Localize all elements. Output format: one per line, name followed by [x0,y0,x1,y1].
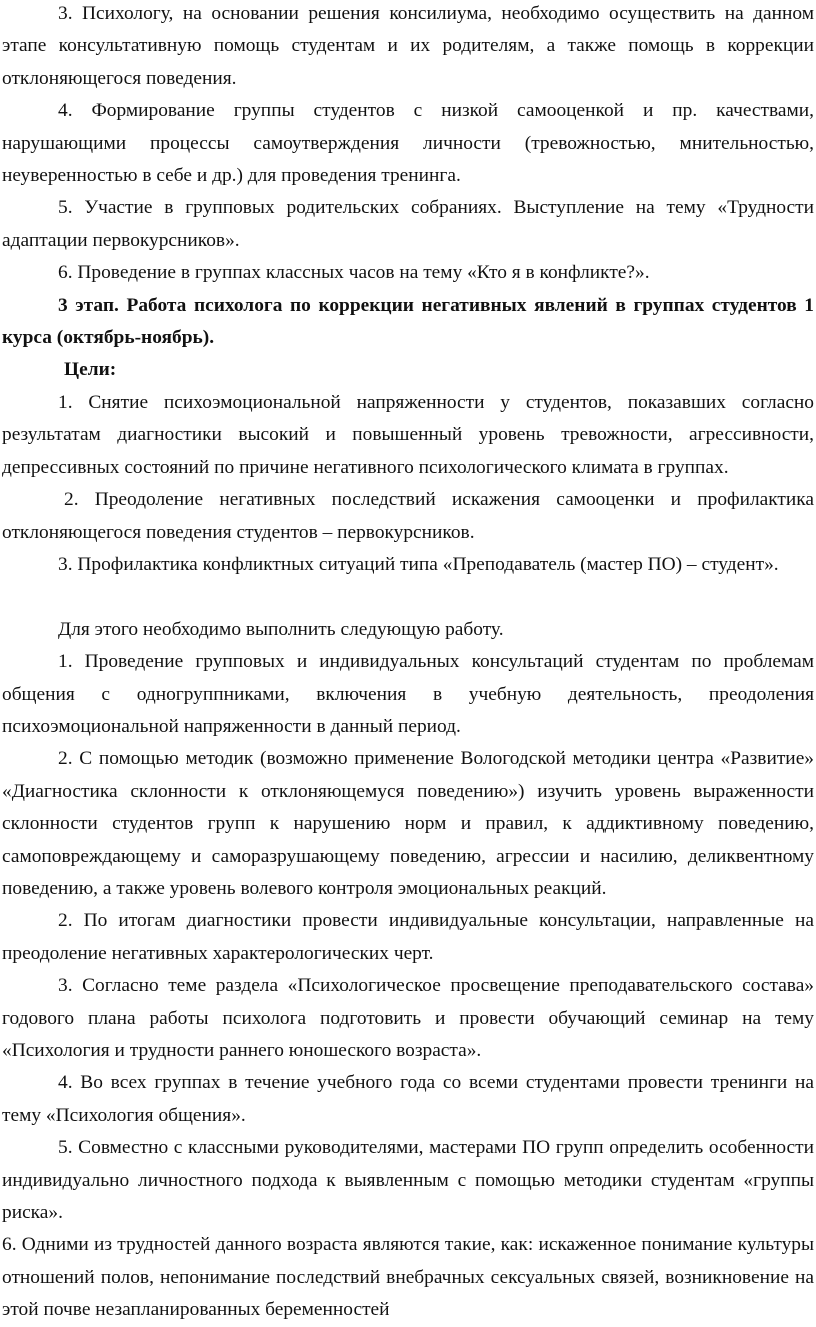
blank-line [2,581,814,613]
paragraph-class-hours: 6. Проведение в группах классных часов на тему «Кто я в конфликте?». [58,262,650,284]
work-item-2-methods: 2. С помощью методик (возможно применение Вологодской методики центра «Развитие» «Диагностика склонности к отклоняющемуся поведению») изучить уровень выраженности склонности студентов групп к нарушению норм и правил, к аддиктивному поведению, самоповреждающему и саморазрушающему поведению, агрессии и насилию, деликвентному поведению, а также уровень волевого контроля эмоциональных реакций. [2,748,814,899]
goal-2: 2. Преодоление негативных последствий искажения самооценки и профилактика отклоняющегося поведения студентов – первокурсников. [2,489,814,543]
work-intro: Для этого необходимо выполнить следующую работу. [58,618,504,640]
work-item-1: 1. Проведение групповых и индивидуальных консультаций студентам по проблемам общения с одногруппниками, включения в учебную деятельность, преодоления психоэмоциональной напряженности в данный период. [2,651,814,737]
work-item-5: 5. Совместно с классными руководителями, мастерами ПО групп определить особенности индивидуально личностного подхода к выявленным с помощью методики студентам «группы риска». [2,1137,814,1224]
stage-3-heading: 3 этап. Работа психолога по коррекции негативных явлений в группах студентов 1 курса (октябрь-ноябрь). [2,294,814,349]
paragraph-training-group: 4. Формирование группы студентов с низкой самооценкой и пр. качествами, нарушающими процессы самоутверждения личности (тревожностью, мнительностью, неуверенностью в себе и др.) для проведения тренинга. [2,100,814,187]
paragraph-consultation: 3. Психологу, на основании решения консилиума, необходимо осуществить на данном этапе консультативную помощь студентам и их родителям, а также помощь в коррекции отклоняющегося поведения. [2,3,814,89]
work-item-6: 6. Одними из трудностей данного возраста являются такие, как: искаженное понимание культуры отношений полов, непонимание последствий внебрачных сексуальных связей, возникновение на этой почве незапланированных беременностей [2,1234,814,1321]
goals-heading: Цели: [64,359,117,381]
work-item-3: 3. Согласно теме раздела «Психологическое просвещение преподавательского состава» годового плана работы психолога подготовить и провести обучающий семинар на тему «Психология и трудности раннего юношеского возраста». [2,975,814,1061]
goal-3: 3. Профилактика конфликтных ситуаций типа «Преподаватель (мастер ПО) – студент». [58,553,779,575]
paragraph-parent-meetings: 5. Участие в групповых родительских собраниях. Выступление на тему «Трудности адаптации первокурсников». [2,197,814,251]
goal-1: 1. Снятие психоэмоциональной напряженности у студентов, показавших согласно результатам диагностики высокий и повышенный уровень тревожности, агрессивности, депрессивных состояний по причине негативного психологического климата в группах. [2,391,814,478]
work-item-2-consultations: 2. По итогам диагностики провести индивидуальные консультации, направленные на преодоление негативных характерологических черт. [2,910,814,964]
work-item-4: 4. Во всех группах в течение учебного года со всеми студентами провести тренинги на тему «Психология общения». [2,1072,814,1126]
